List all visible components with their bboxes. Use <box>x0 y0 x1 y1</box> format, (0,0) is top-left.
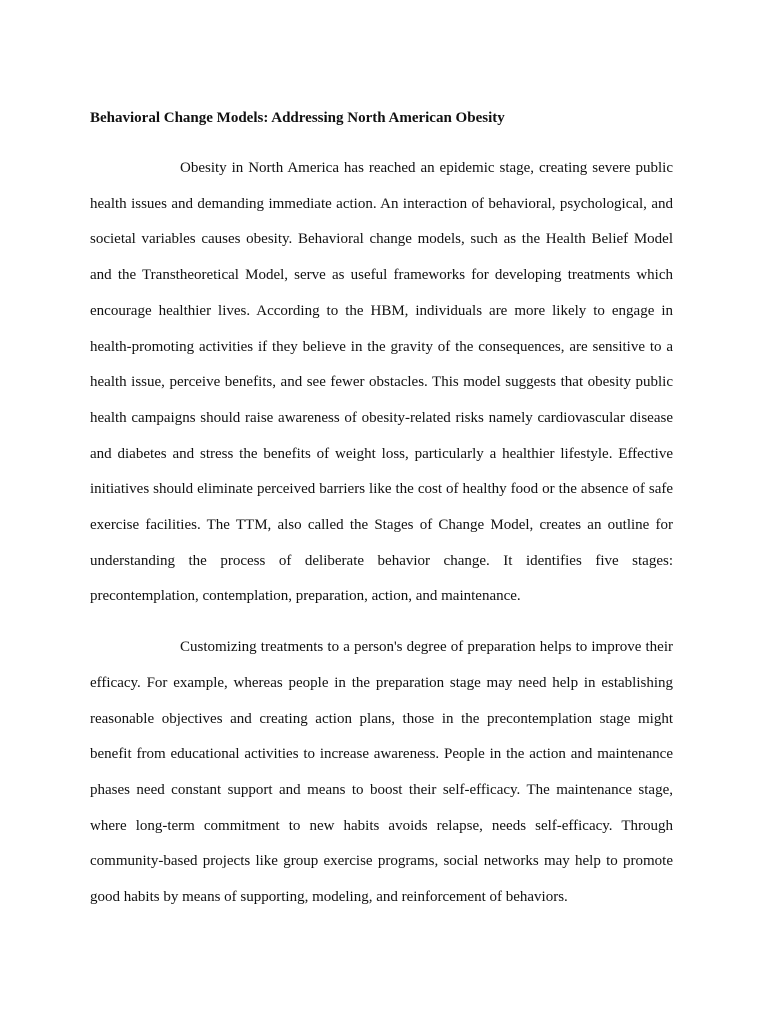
document-body <box>90 108 673 916</box>
document-title: Behavioral Change Models: Addressing North American Obesity <box>90 110 505 126</box>
paragraph-2: Customizing treatments to a person's degree of preparation helps to improve their efficacy. For example, whereas people in the preparation stage may need help in establishing reasonable objectives and creating action plans, those in the precontemplation stage might benefit from educational activities to increase awareness. People in the action and maintenance phases need constant support and means to boost their self-efficacy. The maintenance stage, where long-term commitment to new habits avoids relapse, needs self-efficacy. Through community-based projects like group exercise programs, social networks may help to promote good habits by means of supporting, modeling, and reinforcement of behaviors. <box>90 639 673 906</box>
paragraph-1: Obesity in North America has reached an epidemic stage, creating severe public health issues and demanding immediate action. An interaction of behavioral, psychological, and societal variables causes obesity. Behavioral change models, such as the Health Belief Model and the Transtheoretical Model, serve as useful frameworks for developing treatments which encourage healthier lives. According to the HBM, individuals are more likely to engage in health-promoting activities if they believe in the gravity of the consequences, are sensitive to a health issue, perceive benefits, and see fewer obstacles. This model suggests that obesity public health campaigns should raise awareness of obesity-related risks namely cardiovascular disease and diabetes and stress the benefits of weight loss, particularly a healthier lifestyle. Effective initiatives should eliminate perceived barriers like the cost of healthy food or the absence of safe exercise facilities. The TTM, also called the Stages of Change Model, creates an outline for understanding the process of deliberate behavior change. It identifies five stages: precontemplation, contemplation, preparation, action, and maintenance. <box>90 160 673 605</box>
